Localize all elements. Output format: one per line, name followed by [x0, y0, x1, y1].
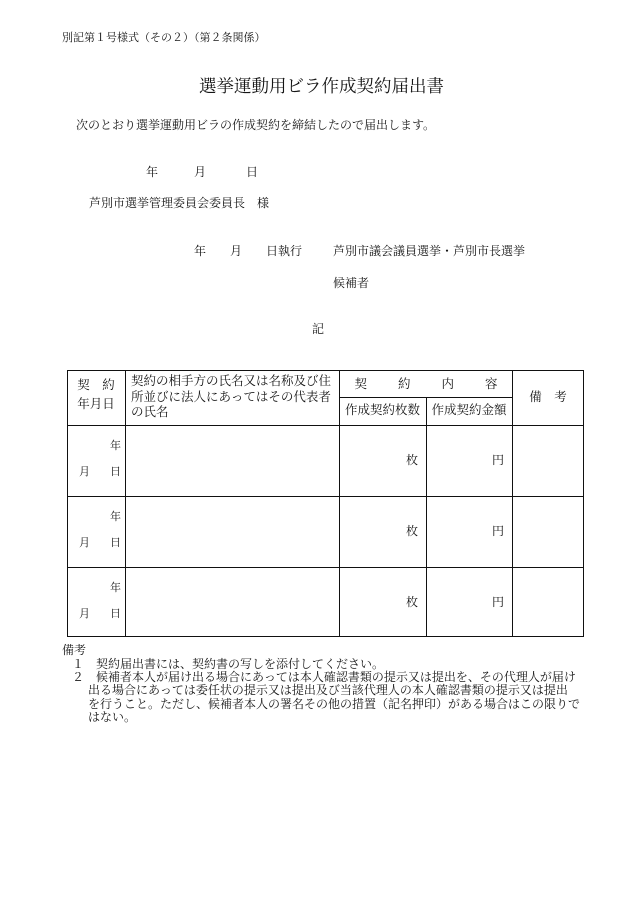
notes-heading: 備考 — [62, 643, 87, 657]
ki-mark: 記 — [312, 322, 325, 336]
sheets-unit: 枚 — [406, 453, 419, 467]
note-line: 出る場合にあっては委任状の提示又は提出及び当該代理人の本人確認書類の提示又は提出 — [88, 683, 568, 697]
table-row — [67, 425, 584, 496]
month-label: 月 — [79, 465, 90, 478]
counterparty-cell — [125, 567, 339, 637]
counterparty-cell — [125, 425, 339, 496]
amount-unit: 円 — [492, 453, 505, 467]
year-label: 年 — [110, 510, 121, 523]
contract-table — [67, 370, 584, 637]
page-title: 選挙運動用ビラ作成契約届出書 — [199, 77, 444, 97]
table-row — [67, 496, 584, 567]
amount-cell — [426, 567, 512, 637]
sheets-unit: 枚 — [406, 595, 419, 609]
contract-date-cell — [67, 425, 125, 496]
amount-cell — [426, 496, 512, 567]
sheets-cell — [339, 496, 426, 567]
report-date-day: 日 — [246, 165, 259, 179]
year-label: 年 — [110, 439, 121, 452]
note-line: ２ 候補者本人が届け出る場合にあっては本人確認書類の提示又は提出を、その代理人が届け — [72, 670, 576, 684]
remarks-cell — [512, 567, 584, 637]
report-date-year: 年 — [146, 165, 159, 179]
report-date-month: 月 — [194, 165, 207, 179]
month-label: 月 — [79, 536, 90, 549]
form-reference: 別記第１号様式（その２）（第２条関係） — [62, 31, 266, 44]
election-day: 日執行 — [266, 244, 303, 258]
table-row — [67, 567, 584, 637]
day-label: 日 — [110, 607, 121, 620]
header-contract-date-line: 年月日 — [77, 396, 115, 411]
amount-unit: 円 — [492, 524, 505, 538]
amount-unit: 円 — [492, 595, 505, 609]
sheets-cell — [339, 425, 426, 496]
header-remarks: 備 考 — [529, 389, 567, 404]
contract-date-cell — [67, 496, 125, 567]
header-contract-date-line: 契 約 — [77, 377, 115, 392]
remarks-cell — [512, 425, 584, 496]
sheets-unit: 枚 — [406, 524, 419, 538]
note-line: はない。 — [88, 710, 137, 724]
header-counterparty-line: の氏名 — [131, 404, 169, 419]
election-month: 月 — [230, 244, 243, 258]
counterparty-cell — [125, 496, 339, 567]
note-line: を行うこと。ただし、候補者本人の署名その他の措置（記名押印）がある場合はこの限りで — [88, 697, 581, 711]
header-sheets: 作成契約枚数 — [344, 402, 420, 417]
header-contract-date — [67, 370, 125, 425]
election-year: 年 — [194, 244, 207, 258]
candidate-label: 候補者 — [333, 276, 370, 290]
addressee: 芦別市選挙管理委員会委員長 様 — [89, 196, 270, 210]
header-contract-details: 契 約 内 容 — [354, 376, 500, 391]
election-name: 芦別市議会議員選挙・芦別市長選挙 — [333, 244, 526, 258]
header-counterparty — [125, 370, 339, 425]
amount-cell — [426, 425, 512, 496]
header-amount: 作成契約金額 — [431, 402, 507, 417]
header-counterparty-line: 契約の相手方の氏名又は名称及び住 — [131, 373, 332, 388]
note-line: １ 契約届出書には、契約書の写しを添付してください。 — [72, 657, 385, 671]
year-label: 年 — [110, 581, 121, 594]
header-counterparty-line: 所並びに法人にあってはその代表者 — [131, 389, 331, 404]
day-label: 日 — [110, 536, 121, 549]
contract-date-cell — [67, 567, 125, 637]
intro-text: 次のとおり選挙運動用ビラの作成契約を締結したので届出します。 — [76, 118, 436, 132]
month-label: 月 — [79, 607, 90, 620]
table-grid-line — [339, 397, 512, 398]
sheets-cell — [339, 567, 426, 637]
day-label: 日 — [110, 465, 121, 478]
remarks-cell — [512, 496, 584, 567]
